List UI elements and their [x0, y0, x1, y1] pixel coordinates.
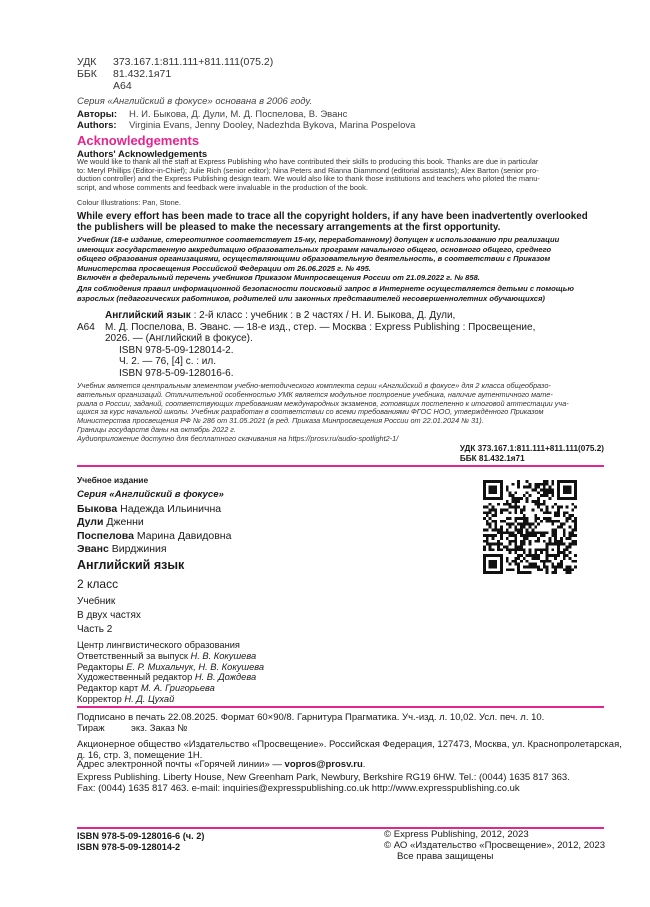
staff-role: Ответственный за выпуск [77, 650, 188, 661]
publisher-line: д. 16, стр. 3, помещение 1Н. [77, 750, 203, 761]
isbn-full: ISBN 978-5-09-128014-2 [77, 842, 181, 852]
divider-middle [77, 706, 604, 708]
book-parts: В двух частях [77, 610, 141, 621]
imprint-author [77, 503, 231, 516]
approval-line: имеющих государственную аккредитацию образовательных программ начального общего, основного общего, среднего [77, 244, 552, 254]
bbk-label: ББК [77, 68, 97, 80]
catalog-line3: 2026. — (Английский в фокусе). [105, 333, 253, 345]
description-line: вательных организаций. Отличительной особенностью УМК является модульное построение учебника, наличие аутентичного мате- [77, 389, 553, 399]
authors-ru-label: Авторы: [77, 109, 117, 120]
staff-role: Художественный редактор [77, 672, 193, 683]
staff-name: Н. В. Дождева [194, 672, 257, 683]
qr-code [483, 480, 577, 574]
acknowledgements-text [77, 158, 540, 192]
catalog-part: Ч. 2. — 76, [4] с. : ил. [119, 356, 217, 368]
author-name: Дженни [106, 516, 144, 529]
staff-name: М. А. Григорьева [140, 683, 215, 694]
description-line: риала о России, заданий, соответствующих требованиям международных экзаменов, готовящих постепенно к итоговой аттестации уча- [77, 398, 569, 408]
center-name: Центр лингвистического образования [77, 640, 240, 650]
book-title: Английский язык [77, 558, 185, 572]
staff-name: Е. Р. Михальчук, Н. В. Кокушева [126, 661, 265, 672]
footer-copyright [384, 829, 605, 863]
grade: 2 класс [77, 577, 119, 591]
staff-block [77, 640, 264, 705]
udk-right-line: ББК 81.432.1я71 [459, 453, 525, 463]
author-name: Надежда Ильинична [120, 503, 222, 515]
udk-right-line: УДК 373.167.1:811.111+811.111(075.2) [459, 444, 604, 453]
description-line: Учебник является центральным элементом учебно-методического комплекта серии «Английский в фокусе» для 2 класса общеобразо- [77, 381, 551, 390]
email-link[interactable]: vopros@prosv.ru [284, 759, 363, 770]
safety-text [77, 284, 574, 303]
book-info [77, 595, 141, 637]
description-line: щихся за курс начальной школы. Учебник разработан в соответствии со всеми требованиями ФГОС НОО, утверждённого Приказом [77, 407, 544, 417]
copyright-line: © Express Publishing, 2012, 2023 [384, 829, 529, 840]
footer-isbn [77, 831, 204, 853]
description-line: Аудиоприложение доступно для бесплатного скачивания на https://prosv.ru/audio-spotlight2-1/ [77, 433, 399, 443]
imprint-series: Серия «Английский в фокусе» [77, 489, 224, 500]
imprint-author [77, 516, 231, 529]
express-line: Express Publishing. Liberty House, New Greenham Park, Newbury, Berkshire RG19 6HW. Tel.: (0044) 1635 817 363. [77, 772, 570, 783]
authors-ru-value: Н. И. Быкова, Д. Дули, М. Д. Поспелова, В. Эванс [129, 109, 348, 120]
udk-label: УДК [77, 56, 97, 68]
author-surname: Быкова [77, 503, 118, 515]
express-address [77, 772, 570, 794]
catalog-card [77, 310, 535, 380]
approval-line: Учебник (18-е издание, стереотипное соответствует 15-му, переработанному) допущен к использованию при реализации [77, 235, 560, 244]
catalog-title: Английский язык [105, 310, 191, 321]
authors-en-value: Virginia Evans, Jenny Dooley, Nadezhda Bykova, Marina Pospelova [129, 120, 416, 131]
express-line: Fax: (0044) 1635 817 463. e-mail: inquiries@expresspublishing.co.uk http://www.expresspublishing.co.uk [77, 783, 520, 794]
staff-role: Корректор [77, 693, 122, 704]
bbk-value: 81.432.1я71 [113, 68, 172, 80]
print-line: Тираж экз. Заказ № [77, 723, 188, 734]
divider-top [77, 465, 604, 467]
udk-block [77, 56, 273, 92]
staff-role: Редактор карт [77, 683, 139, 694]
series-note: Серия «Английский в фокусе» основана в 2006 году. [77, 96, 313, 107]
print-line: Подписано в печать 22.08.2025. Формат 60×90/8. Гарнитура Прагматика. Уч.-изд. л. 10,02. Усл. печ. л. 10. [77, 712, 545, 723]
staff-role: Редакторы [77, 661, 124, 672]
author-surname: Дули [77, 516, 104, 529]
description [77, 382, 569, 444]
book-code: А64 [113, 80, 132, 92]
copyright-line: © АО «Издательство «Просвещение», 2012, 2023 [384, 840, 606, 852]
catalog-isbn2: ISBN 978-5-09-128016-6. [119, 367, 234, 379]
edition-type: Учебное издание [77, 475, 149, 485]
book-type: Учебник [77, 596, 116, 607]
author-name: Вирджиния [111, 543, 167, 556]
rights-reserved: Все права защищены [397, 851, 494, 863]
email-suffix: . [362, 759, 366, 770]
approval-line: Министерства просвещения Российской Федерации от 26.06.2025 г. № 495. [77, 263, 371, 273]
safety-line: взрослых (педагогических работников, родителей или законных представителей несовершеннолетних обучающихся) [77, 293, 545, 303]
authors-block [77, 109, 415, 131]
publisher-address [77, 739, 622, 761]
publisher-line: Акционерное общество «Издательство «Просвещение». Российская Федерация, 127473, Москва, ул. Краснопролетарская, [77, 739, 622, 750]
author-surname: Поспелова [77, 529, 134, 542]
staff-row [77, 694, 264, 705]
isbn-part2: ISBN 978-5-09-128016-6 (ч. 2) [77, 831, 205, 841]
ack-line: script, and whose comments and feedback were invaluable in the production of the book. [77, 182, 368, 192]
catalog-code: А64 [77, 321, 95, 333]
description-line: Министерства просвещения РФ № 286 от 31.05.2021 (в ред. Приказа Минпросвещения России от 22.01.2024 № 31). [77, 416, 484, 426]
author-name: Марина Давидовна [136, 529, 232, 542]
acknowledgements-heading: Acknowledgements [77, 133, 200, 148]
qr-code-graphic [483, 480, 577, 574]
catalog-isbn1: ISBN 978-5-09-128014-2. [119, 344, 234, 356]
udk-right [460, 444, 604, 463]
catalog-line1: : 2-й класс : учебник : в 2 частях / Н. И. Быкова, Д. Дули, [190, 310, 456, 321]
approval-line: Включён в федеральный перечень учебников Приказом Минпросвещения России от 21.09.2022 г. № 858. [77, 273, 480, 283]
ack-line: to: Meryl Phillips (Editor-in-Chief); Julie Rich (senior editor); Nina Peters and Rianna Diammond (editorial assistants); Alex Barton (senior pro- [77, 165, 539, 175]
imprint-author [77, 530, 231, 543]
imprint-authors [77, 503, 231, 557]
staff-name: Н. Д. Цухай [124, 693, 175, 704]
copyright-line: the publishers will be pleased to make the necessary arrangements at the first opportunity. [77, 222, 501, 233]
email-prefix: Адрес электронной почты «Горячей линии» — [77, 759, 285, 770]
staff-row [77, 672, 264, 683]
colour-illustrations: Colour Illustrations: Pan, Stone. [77, 198, 181, 207]
authors-en-label: Authors: [77, 120, 117, 131]
author-surname: Эванс [77, 543, 109, 556]
udk-value: 373.167.1:811.111+811.111(075.2) [113, 56, 274, 68]
staff-name: Н. В. Кокушева [190, 650, 257, 661]
book-part: Часть 2 [77, 624, 113, 635]
ack-line: We would like to thank all the staff at Express Publishing who have contributed their skills to producing this book. Thanks are due in particular [77, 157, 539, 166]
safety-line: Для соблюдения правил информационной безопасности поисковый запрос в Интернете осуществляется детьми с помощью [77, 284, 574, 293]
staff-row [77, 662, 264, 673]
imprint-author [77, 543, 231, 556]
acknowledgements-subheading: Authors' Acknowledgements [77, 149, 208, 160]
approval-line: общего образования организациями, осуществляющими образовательную деятельность, в соответствии с Приказом [77, 254, 551, 264]
description-line: Границы государств даны на октябрь 2022 г. [77, 424, 236, 434]
catalog-line2: М. Д. Поспелова, В. Эванс. — 18-е изд., стер. — Москва : Express Publishing : Просвещение, [105, 321, 536, 333]
copyright-line: While every effort has been made to trace all the copyright holders, if any have been inadvertently overlooked [77, 211, 588, 222]
approval-text [77, 235, 559, 283]
print-info [77, 712, 544, 734]
ack-line: duction controller) and the Express Publishing design team. We would also like to thank those institutions and teachers who piloted the manu- [77, 174, 540, 184]
copyright-notice [77, 211, 588, 233]
hotline-email [77, 759, 365, 770]
staff-row [77, 683, 264, 694]
staff-row [77, 651, 264, 662]
